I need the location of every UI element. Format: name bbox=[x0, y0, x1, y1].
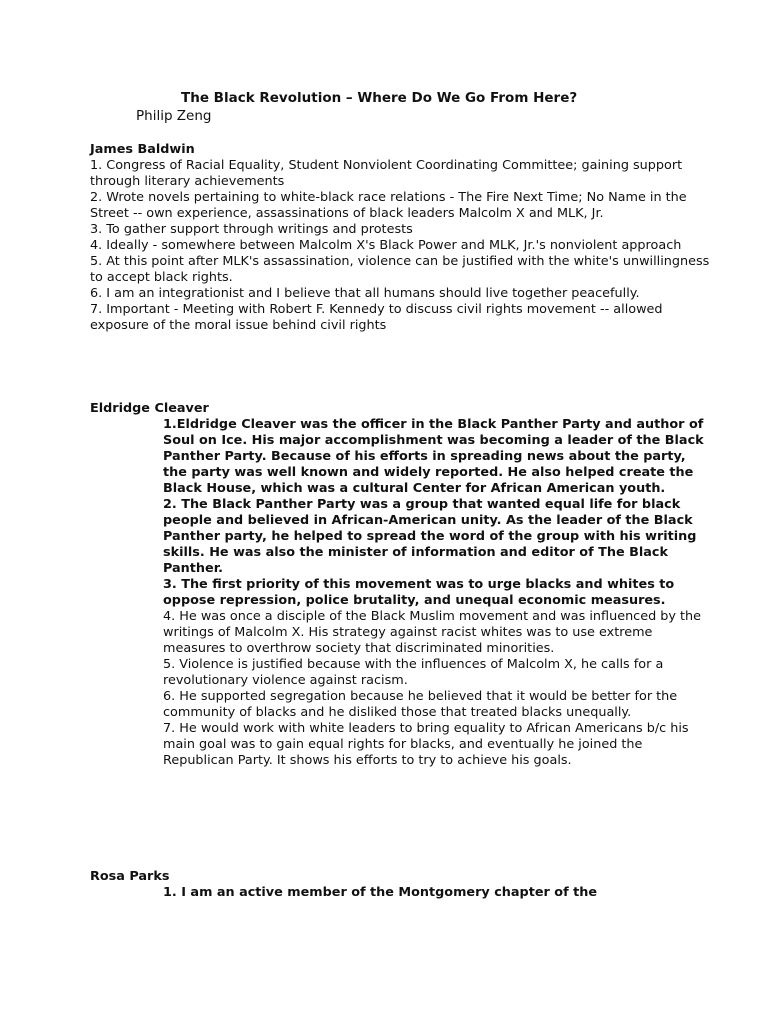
list-item: 5. Violence is justified because with the influences of Malcolm X, he calls for a revolutionary violence against racism. bbox=[163, 657, 664, 688]
section-heading: Rosa Parks bbox=[90, 869, 170, 884]
list-item: 3. The first priority of this movement was to urge blacks and whites to oppose repression, police brutality, and unequal economic measures. bbox=[163, 577, 675, 608]
list-item: 6. I am an integrationist and I believe that all humans should live together peacefully. bbox=[90, 286, 640, 301]
list-item: 1.Eldridge Cleaver was the officer in the Black Panther Party and author of Soul on Ice. His major accomplishment was becoming a leader of the Black Panther Party. Because of his efforts in spreading news about the party, the party was well known and widely reported. He also helped create the Black House, which was a cultural Center for African American youth. bbox=[163, 417, 704, 496]
section-rosa-parks bbox=[90, 869, 710, 901]
list-item: 7. He would work with white leaders to bring equality to African Americans b/c his main goal was to gain equal rights for blacks, and eventually he joined the Republican Party. It shows his efforts to try to achieve his goals. bbox=[163, 721, 689, 768]
item-list bbox=[90, 885, 713, 901]
list-item: 4. He was once a disciple of the Black Muslim movement and was influenced by the writings of Malcolm X. His strategy against racist whites was to use extreme measures to overthrow society that discriminated minorities. bbox=[163, 609, 702, 656]
section-heading: James Baldwin bbox=[90, 142, 195, 157]
list-item: 2. The Black Panther Party was a group that wanted equal life for black people and believed in African-American unity. As the leader of the Black Panther party, he helped to spread the word of the group with his writing skills. He was also the minister of information and editor of The Black Panther. bbox=[163, 497, 697, 576]
list-item: 1. I am an active member of the Montgomery chapter of the bbox=[163, 885, 597, 900]
list-item: 1. Congress of Racial Equality, Student Nonviolent Coordinating Committee; gaining support through literary achievements bbox=[90, 158, 683, 189]
item-list bbox=[90, 417, 713, 769]
list-item: 7. Important - Meeting with Robert F. Kennedy to discuss civil rights movement -- allowed exposure of the moral issue behind civil rights bbox=[90, 302, 663, 333]
list-item: 6. He supported segregation because he believed that it would be better for the community of blacks and he disliked those that treated blacks unequally. bbox=[163, 689, 678, 720]
section-eldridge-cleaver bbox=[90, 401, 710, 769]
section-james-baldwin bbox=[90, 142, 710, 334]
section-heading: Eldridge Cleaver bbox=[90, 401, 209, 416]
item-list bbox=[90, 158, 710, 334]
list-item: 2. Wrote novels pertaining to white-black race relations - The Fire Next Time; No Name in the Street -- own experience, assassinations of black leaders Malcolm X and MLK, Jr. bbox=[90, 190, 687, 221]
list-item: 4. Ideally - somewhere between Malcolm X's Black Power and MLK, Jr.'s nonviolent approach bbox=[90, 238, 682, 253]
list-item: 5. At this point after MLK's assassination, violence can be justified with the white's unwillingness to accept black rights. bbox=[90, 254, 710, 285]
document-author: Philip Zeng bbox=[136, 108, 212, 124]
document-title: The Black Revolution – Where Do We Go From Here? bbox=[181, 90, 578, 106]
list-item: 3. To gather support through writings and protests bbox=[90, 222, 413, 237]
